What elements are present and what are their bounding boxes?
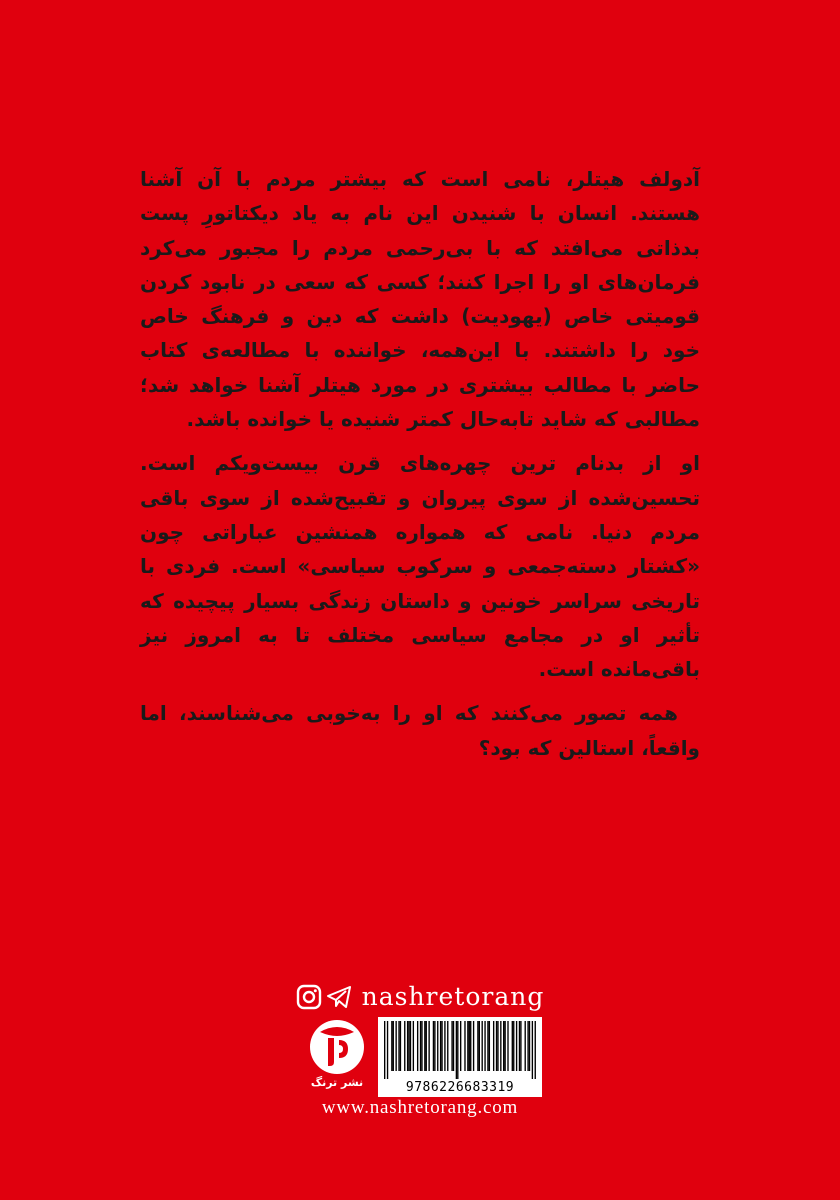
barcode-bar	[457, 1021, 458, 1079]
barcode-bar	[500, 1021, 501, 1071]
publisher-logo	[302, 1018, 372, 1090]
barcode-bar	[516, 1021, 517, 1071]
barcode-bar	[525, 1021, 526, 1071]
back-cover-blurb	[140, 162, 700, 765]
barcode-bars	[384, 1021, 536, 1079]
barcode-bar	[532, 1021, 533, 1079]
barcode-bar	[395, 1021, 396, 1071]
barcode-bar	[497, 1021, 498, 1071]
barcode-bar	[520, 1021, 521, 1071]
publisher-logo-text: نشر ترنگ	[310, 1076, 364, 1089]
barcode-bar	[469, 1021, 470, 1071]
isbn-digits: 9786226683319	[382, 1080, 538, 1095]
barcode-bar	[398, 1021, 399, 1071]
barcode-bar	[433, 1021, 434, 1071]
barcode-bar	[441, 1021, 442, 1071]
barcode-bar	[482, 1021, 483, 1071]
barcode-bar	[387, 1021, 388, 1079]
blurb-paragraph-1: آدولف هیتلر، نامی است که بیشتر مردم با آن آشنا هستند. انسان با شنیدن این نام به یاد دیکتاتورِ پست بدذاتی می‌افتد که با بی‌رحمی مردم را مجبور می‌کرد فرمان‌های او را اجرا کنند؛ کسی که سعی در نابود کردن قومیتی خاص (یهودیت) داشت که دین و فرهنگ خاص خود را داشتند. با این‌همه، خواننده با مطالعه‌ی کتاب حاضر با مطالب بیشتری در مورد هیتلر آشنا خواهد شد؛ مطالبی که شاید تابه‌حال کمتر شنیده یا خوانده باشد.	[140, 167, 700, 432]
social-handle[interactable]: nashretorang	[361, 982, 545, 1011]
barcode-bar	[513, 1021, 514, 1071]
blurb-paragraph-3: همه تصور می‌کنند که او را به‌خوبی می‌شناسند، اما واقعاً، استالین که بود؟	[140, 701, 700, 760]
barcode-bar	[527, 1021, 528, 1071]
barcode-bar	[504, 1021, 505, 1071]
social-handle-row	[0, 982, 840, 1011]
barcode-bar	[519, 1021, 520, 1071]
barcode-bar	[503, 1021, 504, 1071]
barcode-bar	[426, 1021, 427, 1071]
barcode-bar	[464, 1021, 465, 1071]
barcode-bar	[437, 1021, 438, 1071]
blurb-paragraph-2: او از بدنام ترین چهره‌های قرن بیست‌ویکم است. تحسین‌شده از سوی پیروان و تقبیح‌شده از سوی باقی مردم دنیا. نامی که همواره همنشین عباراتی چون «کشتار دسته‌جمعی و سرکوب سیاسی» است. فردی با تاریخی سراسر خونین و داستان زندگی بسیار پیچیده که تأثیر او در مجامع سیاسی مختلف تا به امروز نیز باقی‌مانده است.	[140, 451, 700, 682]
barcode-bar	[391, 1021, 392, 1071]
barcode-bar	[512, 1021, 513, 1071]
barcode-bar	[453, 1021, 454, 1071]
barcode-bar	[440, 1021, 441, 1071]
barcode-bar	[424, 1021, 425, 1071]
barcode-bar	[417, 1021, 418, 1071]
barcode-bar	[496, 1021, 497, 1071]
barcode-bar	[473, 1021, 474, 1071]
barcode-bar	[479, 1021, 480, 1071]
barcode-bar	[444, 1021, 445, 1071]
barcode-bar	[489, 1021, 490, 1071]
barcode-bar	[493, 1021, 494, 1071]
website-url[interactable]: www.nashretorang.com	[321, 1097, 519, 1118]
barcode-bar	[507, 1021, 508, 1071]
barcode-bar	[535, 1021, 536, 1079]
barcode-bar	[404, 1021, 405, 1071]
barcode-bar	[413, 1021, 414, 1071]
barcode-bar	[421, 1021, 422, 1071]
telegram-icon[interactable]	[326, 984, 352, 1010]
barcode-bar	[428, 1021, 429, 1071]
barcode-bar	[434, 1021, 435, 1071]
barcode-bar	[470, 1021, 471, 1071]
isbn-barcode	[378, 1017, 542, 1097]
barcode-bar	[400, 1021, 401, 1071]
barcode-bar	[451, 1021, 452, 1071]
barcode-bar	[460, 1021, 461, 1071]
barcode-bar	[393, 1021, 394, 1071]
barcode-bar	[529, 1021, 530, 1071]
barcode-bar	[447, 1021, 448, 1071]
publisher-logo-mark	[306, 1018, 368, 1076]
instagram-icon[interactable]	[296, 984, 322, 1010]
barcode-bar	[487, 1021, 488, 1071]
barcode-bar	[477, 1021, 478, 1071]
barcode-bar	[484, 1021, 485, 1071]
barcode-bar	[384, 1021, 385, 1079]
barcode-bar	[467, 1021, 468, 1071]
barcode-bar	[420, 1021, 421, 1071]
barcode-bar	[456, 1021, 457, 1079]
barcode-bar	[410, 1021, 411, 1071]
barcode-bar	[407, 1021, 408, 1071]
barcode-bar	[408, 1021, 409, 1071]
